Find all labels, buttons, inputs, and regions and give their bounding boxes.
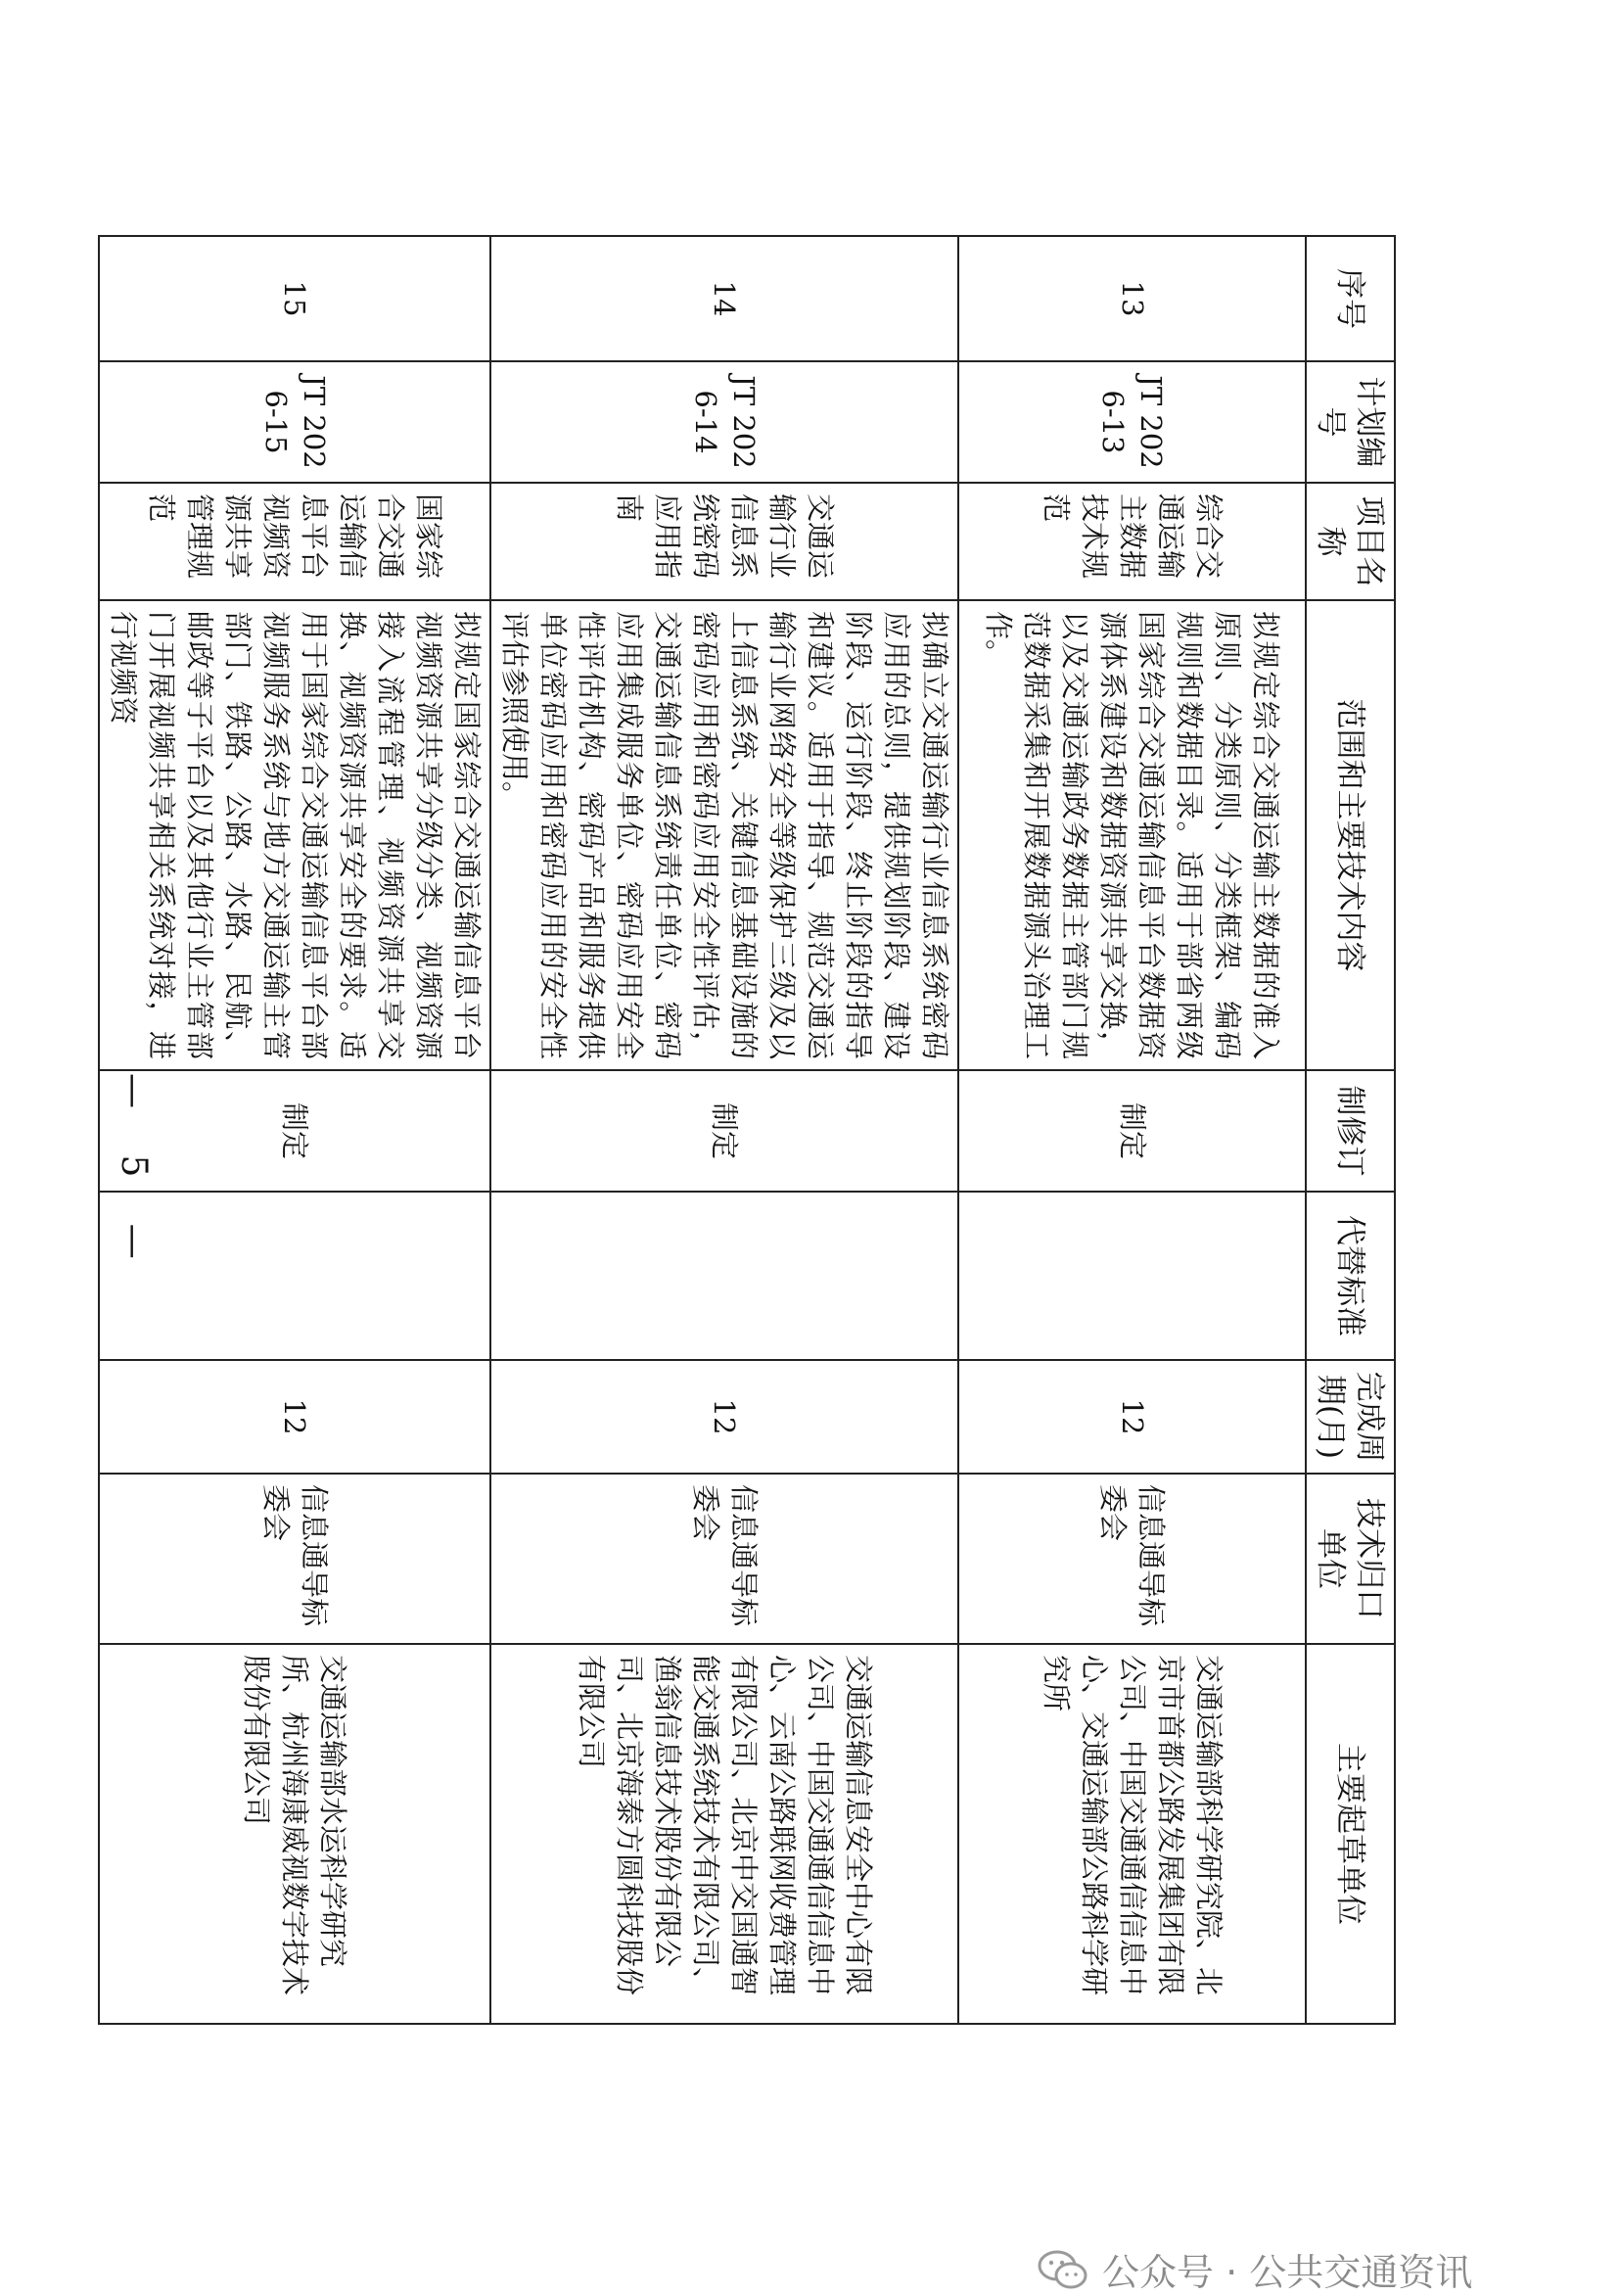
replaced-standard [958,1192,1306,1360]
completion-period: 12 [99,1360,490,1474]
table-row [490,236,958,2024]
project-name: 国家综合交通运输信息平台视频资源共享管理规范 [99,483,490,600]
header-cell: 制修订 [1306,1070,1395,1192]
revision-type: 制定 [99,1070,490,1192]
header-cell: 技术归口单位 [1306,1474,1395,1644]
drafting-units: 交通运输部水运科学研究所、杭州海康威视数字技术股份有限公司 [99,1644,490,2024]
drafting-units: 交通运输信息安全中心有限公司、中国交通通信信息中心、云南公路联网收费管理有限公司、北京中交国通智能交通系统技术有限公司、渔翁信息技术股份有限公司、北京海泰方圆科技股份有限公司 [490,1644,958,2024]
replaced-standard [99,1192,490,1360]
serial-number: 15 [99,236,490,361]
project-name: 交通运输行业信息系统密码应用指南 [490,483,958,600]
replaced-standard [490,1192,958,1360]
header-cell: 主要起草单位 [1306,1644,1395,2024]
watermark-text: 公众号 · 公共交通资讯 [1102,2251,1473,2294]
page-number: — 5 — [114,1073,154,1277]
plan-number: JT 2026-14 [490,361,958,483]
revision-type: 制定 [958,1070,1306,1192]
scope-content: 拟规定综合交通运输主数据的准入原则、分类原则、分类框架、编码规则和数据目录。适用于部省两级国家综合交通运输信息平台数据资源体系建设和数据资源共享交换，以及交通运输政务数据主管部门规范数据采集和开展数据源头治理工作。 [958,600,1306,1070]
standards-plan-table [98,235,1396,2025]
plan-number: JT 2026-15 [99,361,490,483]
scope-content: 拟确立交通运输行业信息系统密码应用的总则，提供规划阶段、建设阶段、运行阶段、终止阶段的指导和建议。适用于指导、规范交通运输行业网络安全等级保护三级及以上信息系统、关键信息基础设施的密码应用和密码应用安全性评估，交通运输信息系统责任单位、密码应用集成服务单位、密码应用安全性评估机构、密码产品和服务提供单位密码应用和密码应用的安全性评估参照使用。 [490,600,958,1070]
wechat-icon [1036,2248,1090,2291]
header-cell: 项目名称 [1306,483,1395,600]
header-cell: 代替标准 [1306,1192,1395,1360]
technical-owner: 信息通导标委会 [490,1474,958,1644]
table-row [958,236,1306,2024]
serial-number: 13 [958,236,1306,361]
watermark [1036,2242,1472,2296]
revision-type: 制定 [490,1070,958,1192]
serial-number: 14 [490,236,958,361]
table-header-row [1306,236,1395,2024]
completion-period: 12 [958,1360,1306,1474]
project-name: 综合交通运输主数据技术规范 [958,483,1306,600]
header-cell: 序号 [1306,236,1395,361]
header-cell: 范围和主要技术内容 [1306,600,1395,1070]
table-row [99,236,490,2024]
scope-content: 拟规定国家综合交通运输信息平台视频资源共享分级分类、视频资源接入流程管理、视频资源共享交换、视频资源共享安全的要求。适用于国家综合交通运输信息平台部视频服务系统与地方交通运输主管部门、铁路、公路、水路、民航、邮政等子平台以及其他行业主管部门开展视频共享相关系统对接，进行视频资 [99,600,490,1070]
header-cell: 完成周期(月) [1306,1360,1395,1474]
completion-period: 12 [490,1360,958,1474]
technical-owner: 信息通导标委会 [99,1474,490,1644]
technical-owner: 信息通导标委会 [958,1474,1306,1644]
plan-number: JT 2026-13 [958,361,1306,483]
header-cell: 计划编号 [1306,361,1395,483]
drafting-units: 交通运输部科学研究院、北京市首都公路发展集团有限公司、中国交通通信信息中心、交通运输部公路科学研究所 [958,1644,1306,2024]
